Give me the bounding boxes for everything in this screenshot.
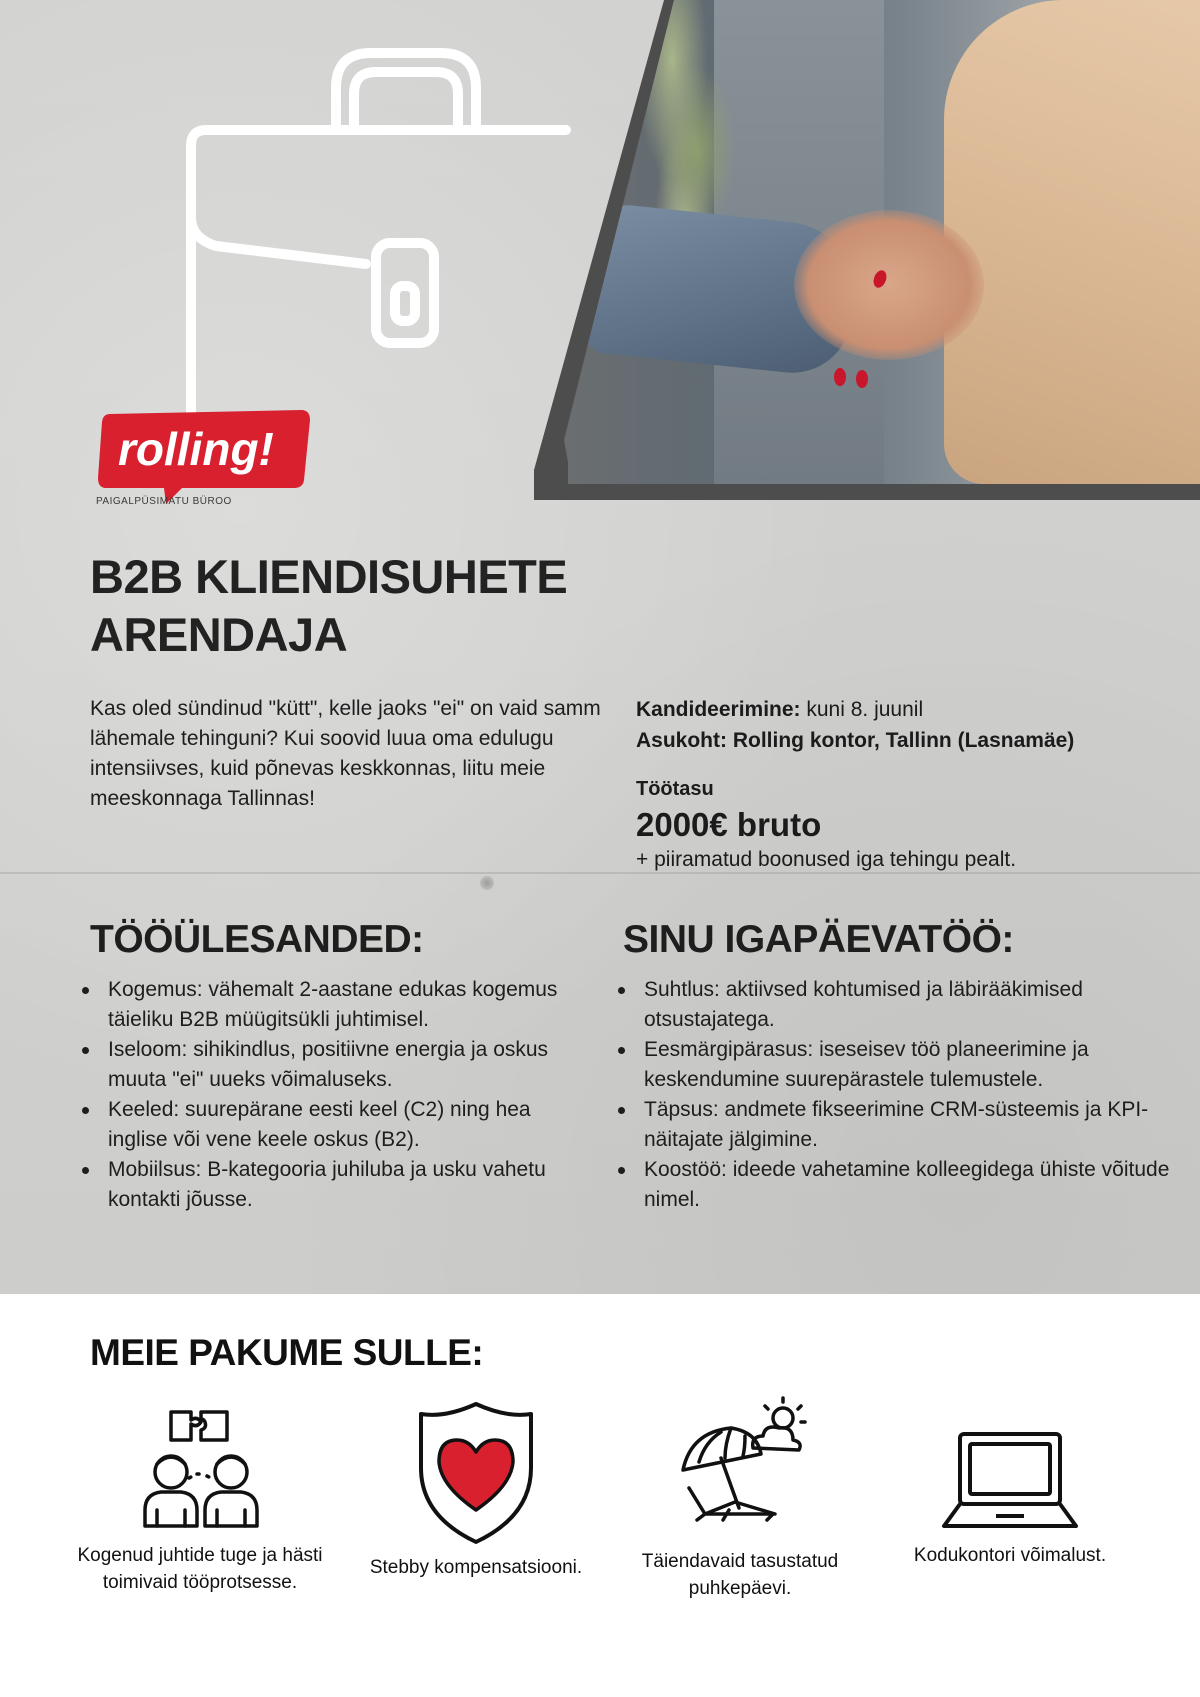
list-item: Täpsus: andmete fikseerimine CRM-süsteemis ja KPI-näitajate jälgimine. — [616, 1095, 1176, 1155]
deadline-value: kuni 8. juunil — [800, 698, 924, 721]
location-label: Asukoht: Rolling kontor, Tallinn (Lasnamäe) — [636, 729, 1075, 752]
daily-heading: SINU IGAPÄEVATÖÖ: — [623, 918, 1014, 961]
job-title — [90, 548, 650, 664]
list-item: Mobiilsus: B-kategooria juhiluba ja usku vahetu kontakti jõusse. — [80, 1155, 590, 1215]
job-title-line-1: B2B KLIENDISUHETE — [90, 550, 568, 603]
deadline-row — [636, 694, 1176, 725]
list-item: Keeled: suurepärane eesti keel (C2) ning hea inglise või vene keele oskus (B2). — [80, 1095, 590, 1155]
job-intro: Kas oled sündinud "kütt", kelle jaoks "ei" on vaid samm lähemale tehinguni? Kui soovid luua oma edulugu intensiivses, kuid põnevas keskkonnas, liitu meie meeskonnaga Tallinnas! — [90, 697, 601, 810]
heart-shield-icon — [411, 1398, 541, 1548]
daily-list — [616, 975, 1176, 1215]
tasks-list — [80, 975, 590, 1215]
handshake-photo — [544, 0, 1200, 484]
list-item: Suhtlus: aktiivsed kohtumised ja läbirääkimised otsustajatega. — [616, 975, 1176, 1035]
benefit-item — [880, 1426, 1140, 1569]
tasks-heading: TÖÖÜLESANDED: — [90, 918, 424, 961]
deadline-label: Kandideerimine: — [636, 698, 801, 721]
beach-vacation-icon — [665, 1392, 815, 1542]
salary-value: 2000€ bruto — [636, 806, 822, 843]
benefit-caption: Kodukontori võimalust. — [913, 1545, 1107, 1566]
logo-tagline: PAIGALPÜSIMATU BÜROO — [96, 496, 232, 507]
salary-note: + piiramatud boonused iga tehingu pealt. — [636, 848, 1017, 871]
benefit-caption: Stebby kompensatsiooni. — [369, 1557, 583, 1578]
list-item: Eesmärgipärasus: iseseisev töö planeerimine ja keskendumine suurepärastele tulemustele. — [616, 1035, 1176, 1095]
list-item: Iseloom: sihikindlus, positiivne energia ja oskus muuta "ei" uueks võimaluseks. — [80, 1035, 590, 1095]
benefit-item — [346, 1398, 606, 1581]
salary-label: Töötasu — [636, 778, 714, 800]
benefit-item — [70, 1406, 330, 1596]
teamwork-puzzle-icon — [135, 1406, 265, 1536]
benefit-caption: Täiendavaid tasustatud puhkepäevi. — [641, 1551, 839, 1599]
logo-wordmark: rolling! — [118, 423, 274, 475]
handshake-photo-frame — [534, 0, 1200, 500]
background-seam — [0, 872, 1200, 874]
list-item: Koostöö: ideede vahetamine kolleegidega ühiste võitude nimel. — [616, 1155, 1176, 1215]
benefit-caption: Kogenud juhtide tuge ja hästi toimivaid tööprotsesse. — [77, 1545, 323, 1593]
benefit-item — [610, 1392, 870, 1602]
offer-heading: MEIE PAKUME SULLE: — [90, 1332, 484, 1373]
location-row — [636, 725, 1176, 756]
rolling-logo — [96, 408, 316, 508]
briefcase-icon — [186, 48, 626, 448]
list-item: Kogemus: vähemalt 2-aastane edukas kogemus täieliku B2B müügitsükli juhtimisel. — [80, 975, 590, 1035]
laptop-icon — [940, 1426, 1080, 1536]
job-facts — [636, 694, 1176, 756]
job-title-line-2: ARENDAJA — [90, 608, 348, 661]
background-hole — [480, 876, 494, 890]
